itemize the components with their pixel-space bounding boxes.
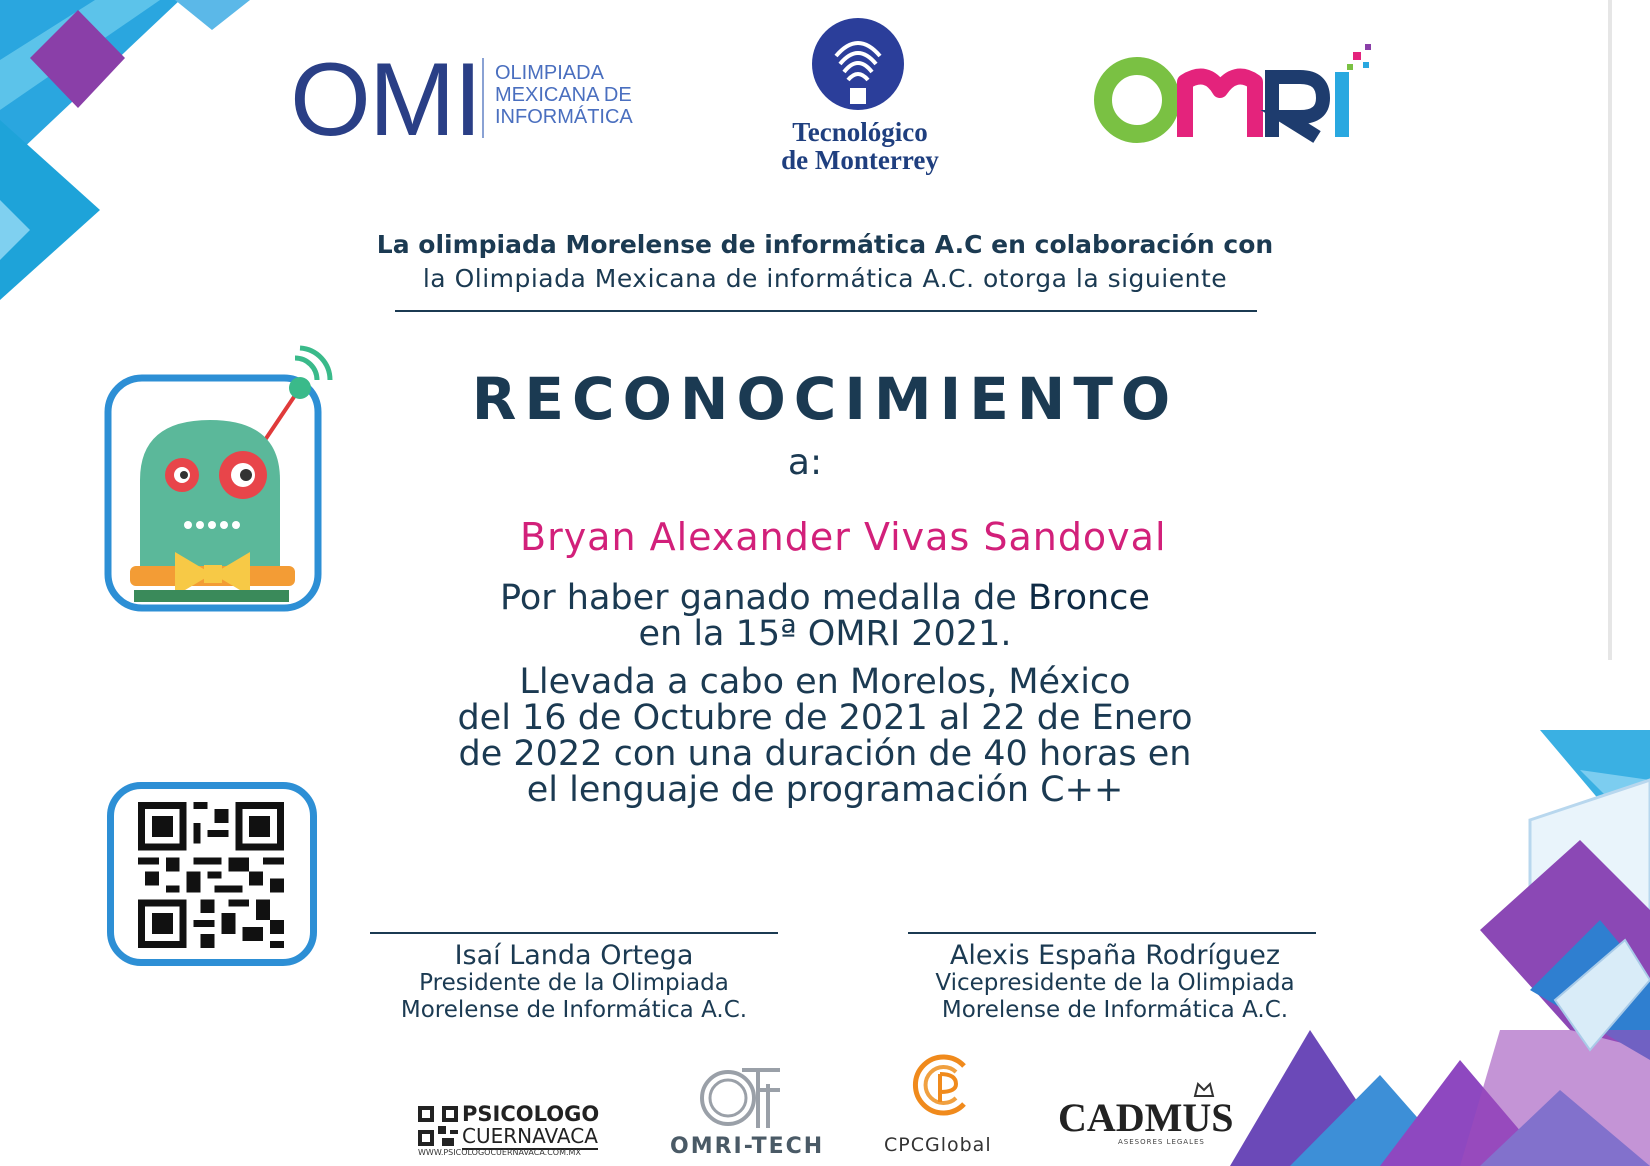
signatory-name: Alexis España Rodríguez: [949, 940, 1281, 971]
signatory-name: Isaí Landa Ortega: [454, 940, 694, 971]
omi-logo-subtitle: [495, 62, 633, 128]
signatory-role: Vicepresidente de la Olimpiada: [935, 970, 1295, 996]
omi-logo-text: OMI: [290, 42, 481, 158]
qr-code-icon[interactable]: [137, 802, 285, 948]
omi-sub-line: INFORMÁTICA: [495, 106, 633, 128]
tec-line-2: de Monterrey: [781, 145, 939, 175]
omri-tech-logo: [660, 1062, 830, 1162]
psicologo-qr-icon: [418, 1106, 458, 1146]
medal-line: [420, 580, 1230, 616]
certificate-title: RECONOCIMIENTO: [471, 365, 1179, 433]
signatory-role: Morelense de Informática A.C.: [400, 997, 748, 1023]
psicologo-url: WWW.PSICOLOGOCUERNAVACA.COM.MX: [418, 1148, 581, 1157]
cpc-global-label: CPCGlobal: [884, 1134, 992, 1156]
signatory-role: Presidente de la Olimpiada: [419, 970, 729, 996]
details-line: Llevada a cabo en Morelos, México: [519, 662, 1131, 702]
recipient-label: a:: [787, 442, 823, 483]
cadmus-logo: [1058, 1080, 1233, 1150]
intro-line-1: La olimpiada Morelense de informática A.C en colaboración con: [376, 230, 1274, 259]
cadmus-subtitle: ASESORES LEGALES: [1118, 1138, 1205, 1146]
cpc-global-logo: [880, 1052, 1010, 1160]
psicologo-cuernavaca-logo: [418, 1102, 618, 1158]
omri-tech-emblem-icon: [698, 1064, 782, 1130]
details-line: el lenguaje de programación C++: [526, 770, 1124, 810]
tec-line-1: Tecnológico: [792, 117, 928, 147]
signature-line-right: [908, 932, 1316, 934]
top-right-border: [1608, 0, 1612, 660]
medal-line-prefix: Por haber ganado medalla de: [500, 578, 1017, 618]
signatory-role: Morelense de Informática A.C.: [941, 997, 1289, 1023]
recipient-name: Bryan Alexander Vivas Sandoval: [520, 515, 1167, 559]
psicologo-line-1: PSICOLOGO: [462, 1102, 600, 1126]
omi-logo-separator: [482, 58, 484, 138]
details-line: de 2022 con una duración de 40 horas en: [458, 734, 1192, 774]
medal-type: Bronce: [1027, 578, 1150, 618]
event-line: en la 15ª OMRI 2021.: [638, 614, 1012, 654]
omi-sub-line: MEXICANA DE: [495, 84, 632, 106]
details-line: del 16 de Octubre de 2021 al 22 de Enero: [457, 698, 1193, 738]
tec-monterrey-emblem-icon: [810, 16, 906, 112]
tec-monterrey-wordmark: [760, 118, 960, 174]
omri-logo: [1085, 42, 1385, 152]
omi-sub-line: OLIMPIADA: [495, 62, 604, 84]
omri-tech-label: OMRI-TECH: [670, 1134, 825, 1159]
intro-divider: [395, 310, 1257, 312]
signature-line-left: [370, 932, 778, 934]
intro-line-2: la Olimpiada Mexicana de informática A.C. otorga la siguiente: [422, 264, 1228, 293]
cadmus-wordmark: CADMUS: [1058, 1095, 1234, 1140]
cpc-global-emblem-icon: [910, 1052, 972, 1118]
psicologo-line-2: CUERNAVACA: [462, 1124, 598, 1148]
